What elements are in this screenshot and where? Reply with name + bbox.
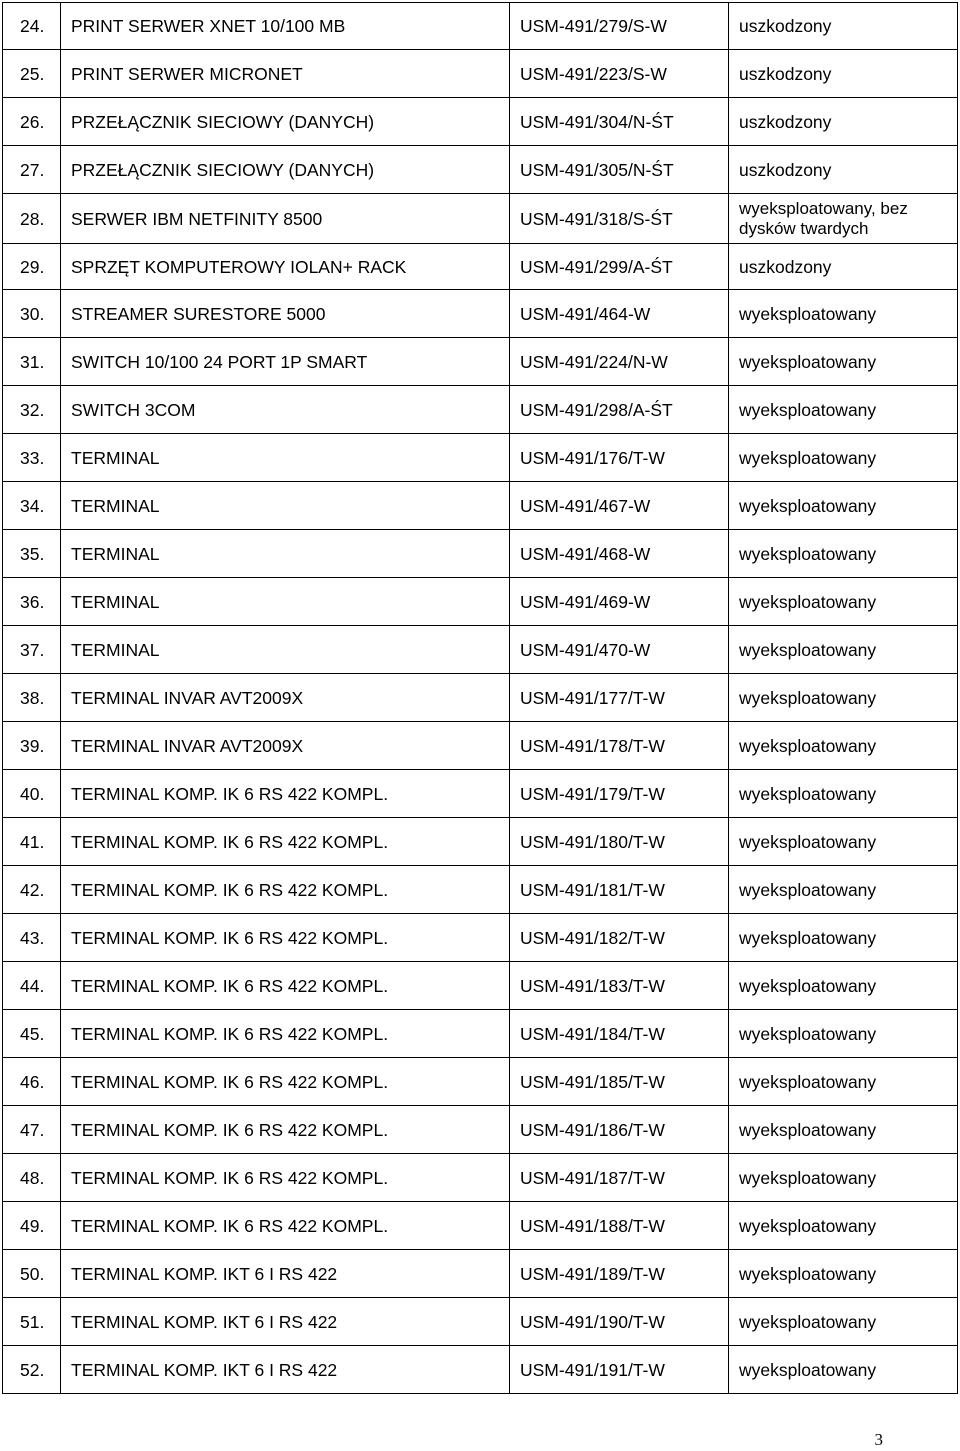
inventory-id-cell: USM-491/279/S-W — [510, 3, 729, 50]
status-cell: wyeksploatowany — [729, 1298, 958, 1346]
row-number-cell: 24. — [3, 3, 61, 50]
item-name-cell: TERMINAL KOMP. IK 6 RS 422 KOMPL. — [61, 866, 510, 914]
item-name-cell: SERWER IBM NETFINITY 8500 — [61, 194, 510, 244]
table-row — [3, 386, 958, 434]
item-name-cell: TERMINAL KOMP. IK 6 RS 422 KOMPL. — [61, 818, 510, 866]
inventory-id-cell: USM-491/182/T-W — [510, 914, 729, 962]
table-row — [3, 338, 958, 386]
inventory-id-cell: USM-491/299/A-ŚT — [510, 244, 729, 290]
status-cell: wyeksploatowany — [729, 482, 958, 530]
inventory-id-cell: USM-491/186/T-W — [510, 1106, 729, 1154]
row-number-cell: 39. — [3, 722, 61, 770]
status-cell: wyeksploatowany — [729, 1250, 958, 1298]
inventory-id-cell: USM-491/467-W — [510, 482, 729, 530]
status-cell: wyeksploatowany — [729, 914, 958, 962]
status-cell: wyeksploatowany — [729, 290, 958, 338]
inventory-id-cell: USM-491/181/T-W — [510, 866, 729, 914]
table-row — [3, 482, 958, 530]
status-cell: wyeksploatowany — [729, 434, 958, 482]
status-cell: wyeksploatowany — [729, 1202, 958, 1250]
table-row — [3, 244, 958, 290]
row-number-cell: 52. — [3, 1346, 61, 1394]
item-name-cell: TERMINAL — [61, 578, 510, 626]
item-name-cell: TERMINAL INVAR AVT2009X — [61, 674, 510, 722]
row-number-cell: 35. — [3, 530, 61, 578]
item-name-cell: SPRZĘT KOMPUTEROWY IOLAN+ RACK — [61, 244, 510, 290]
inventory-id-cell: USM-491/191/T-W — [510, 1346, 729, 1394]
inventory-id-cell: USM-491/177/T-W — [510, 674, 729, 722]
table-row — [3, 962, 958, 1010]
inventory-id-cell: USM-491/305/N-ŚT — [510, 146, 729, 194]
table-row — [3, 1154, 958, 1202]
item-name-cell: STREAMER SURESTORE 5000 — [61, 290, 510, 338]
row-number-cell: 30. — [3, 290, 61, 338]
inventory-id-cell: USM-491/224/N-W — [510, 338, 729, 386]
table-row — [3, 1250, 958, 1298]
item-name-cell: TERMINAL — [61, 434, 510, 482]
table-row — [3, 530, 958, 578]
inventory-id-cell: USM-491/468-W — [510, 530, 729, 578]
inventory-id-cell: USM-491/184/T-W — [510, 1010, 729, 1058]
item-name-cell: TERMINAL KOMP. IKT 6 I RS 422 — [61, 1346, 510, 1394]
row-number-cell: 32. — [3, 386, 61, 434]
table-row — [3, 722, 958, 770]
table-row — [3, 578, 958, 626]
status-cell: wyeksploatowany — [729, 626, 958, 674]
item-name-cell: TERMINAL KOMP. IK 6 RS 422 KOMPL. — [61, 914, 510, 962]
table-row — [3, 1346, 958, 1394]
row-number-cell: 49. — [3, 1202, 61, 1250]
item-name-cell: TERMINAL KOMP. IK 6 RS 422 KOMPL. — [61, 1154, 510, 1202]
row-number-cell: 42. — [3, 866, 61, 914]
item-name-cell: TERMINAL KOMP. IKT 6 I RS 422 — [61, 1250, 510, 1298]
row-number-cell: 31. — [3, 338, 61, 386]
item-name-cell: TERMINAL KOMP. IK 6 RS 422 KOMPL. — [61, 1058, 510, 1106]
item-name-cell: PRINT SERWER XNET 10/100 MB — [61, 3, 510, 50]
status-cell: wyeksploatowany — [729, 1058, 958, 1106]
equipment-table-body — [3, 3, 958, 1394]
table-row — [3, 50, 958, 98]
table-row — [3, 1010, 958, 1058]
item-name-cell: TERMINAL INVAR AVT2009X — [61, 722, 510, 770]
row-number-cell: 48. — [3, 1154, 61, 1202]
table-row — [3, 290, 958, 338]
item-name-cell: TERMINAL KOMP. IK 6 RS 422 KOMPL. — [61, 1010, 510, 1058]
inventory-id-cell: USM-491/189/T-W — [510, 1250, 729, 1298]
table-row — [3, 674, 958, 722]
status-cell: wyeksploatowany — [729, 578, 958, 626]
inventory-id-cell: USM-491/187/T-W — [510, 1154, 729, 1202]
table-row — [3, 1106, 958, 1154]
status-cell: wyeksploatowany — [729, 1154, 958, 1202]
inventory-id-cell: USM-491/179/T-W — [510, 770, 729, 818]
table-row — [3, 1058, 958, 1106]
item-name-cell: TERMINAL — [61, 626, 510, 674]
row-number-cell: 34. — [3, 482, 61, 530]
item-name-cell: SWITCH 10/100 24 PORT 1P SMART — [61, 338, 510, 386]
item-name-cell: TERMINAL KOMP. IK 6 RS 422 KOMPL. — [61, 962, 510, 1010]
row-number-cell: 45. — [3, 1010, 61, 1058]
inventory-id-cell: USM-491/464-W — [510, 290, 729, 338]
row-number-cell: 29. — [3, 244, 61, 290]
table-row — [3, 1202, 958, 1250]
status-cell: wyeksploatowany — [729, 866, 958, 914]
row-number-cell: 36. — [3, 578, 61, 626]
inventory-id-cell: USM-491/178/T-W — [510, 722, 729, 770]
status-cell: uszkodzony — [729, 3, 958, 50]
row-number-cell: 28. — [3, 194, 61, 244]
inventory-id-cell: USM-491/318/S-ŚT — [510, 194, 729, 244]
row-number-cell: 46. — [3, 1058, 61, 1106]
table-row — [3, 770, 958, 818]
table-row — [3, 818, 958, 866]
inventory-id-cell: USM-491/470-W — [510, 626, 729, 674]
status-cell: uszkodzony — [729, 98, 958, 146]
item-name-cell: TERMINAL KOMP. IK 6 RS 422 KOMPL. — [61, 1106, 510, 1154]
status-cell: wyeksploatowany — [729, 338, 958, 386]
table-row — [3, 866, 958, 914]
inventory-id-cell: USM-491/469-W — [510, 578, 729, 626]
item-name-cell: PRZEŁĄCZNIK SIECIOWY (DANYCH) — [61, 98, 510, 146]
row-number-cell: 26. — [3, 98, 61, 146]
item-name-cell: TERMINAL KOMP. IKT 6 I RS 422 — [61, 1298, 510, 1346]
row-number-cell: 27. — [3, 146, 61, 194]
row-number-cell: 43. — [3, 914, 61, 962]
item-name-cell: PRINT SERWER MICRONET — [61, 50, 510, 98]
inventory-id-cell: USM-491/223/S-W — [510, 50, 729, 98]
status-cell: wyeksploatowany — [729, 818, 958, 866]
table-row — [3, 146, 958, 194]
status-cell: uszkodzony — [729, 50, 958, 98]
status-cell: wyeksploatowany — [729, 674, 958, 722]
table-row — [3, 626, 958, 674]
status-cell: wyeksploatowany — [729, 722, 958, 770]
item-name-cell: SWITCH 3COM — [61, 386, 510, 434]
page-number: 3 — [874, 1430, 883, 1449]
status-cell: wyeksploatowany — [729, 1106, 958, 1154]
row-number-cell: 38. — [3, 674, 61, 722]
inventory-id-cell: USM-491/304/N-ŚT — [510, 98, 729, 146]
row-number-cell: 51. — [3, 1298, 61, 1346]
inventory-id-cell: USM-491/188/T-W — [510, 1202, 729, 1250]
item-name-cell: TERMINAL — [61, 482, 510, 530]
row-number-cell: 44. — [3, 962, 61, 1010]
table-row — [3, 194, 958, 244]
inventory-id-cell: USM-491/190/T-W — [510, 1298, 729, 1346]
table-row — [3, 1298, 958, 1346]
row-number-cell: 33. — [3, 434, 61, 482]
status-cell: wyeksploatowany — [729, 1346, 958, 1394]
status-cell: wyeksploatowany — [729, 962, 958, 1010]
status-cell: uszkodzony — [729, 146, 958, 194]
inventory-id-cell: USM-491/183/T-W — [510, 962, 729, 1010]
status-cell: wyeksploatowany — [729, 386, 958, 434]
item-name-cell: TERMINAL KOMP. IK 6 RS 422 KOMPL. — [61, 770, 510, 818]
item-name-cell: TERMINAL — [61, 530, 510, 578]
row-number-cell: 40. — [3, 770, 61, 818]
status-cell: uszkodzony — [729, 244, 958, 290]
status-cell: wyeksploatowany — [729, 1010, 958, 1058]
table-row — [3, 98, 958, 146]
inventory-id-cell: USM-491/185/T-W — [510, 1058, 729, 1106]
row-number-cell: 47. — [3, 1106, 61, 1154]
status-cell: wyeksploatowany, bez dysków twardych — [729, 194, 958, 244]
item-name-cell: TERMINAL KOMP. IK 6 RS 422 KOMPL. — [61, 1202, 510, 1250]
inventory-id-cell: USM-491/176/T-W — [510, 434, 729, 482]
item-name-cell: PRZEŁĄCZNIK SIECIOWY (DANYCH) — [61, 146, 510, 194]
inventory-id-cell: USM-491/298/A-ŚT — [510, 386, 729, 434]
row-number-cell: 41. — [3, 818, 61, 866]
status-cell: wyeksploatowany — [729, 770, 958, 818]
row-number-cell: 25. — [3, 50, 61, 98]
table-row — [3, 3, 958, 50]
table-row — [3, 434, 958, 482]
table-row — [3, 914, 958, 962]
inventory-id-cell: USM-491/180/T-W — [510, 818, 729, 866]
row-number-cell: 50. — [3, 1250, 61, 1298]
status-cell: wyeksploatowany — [729, 530, 958, 578]
row-number-cell: 37. — [3, 626, 61, 674]
equipment-table — [2, 2, 958, 1394]
